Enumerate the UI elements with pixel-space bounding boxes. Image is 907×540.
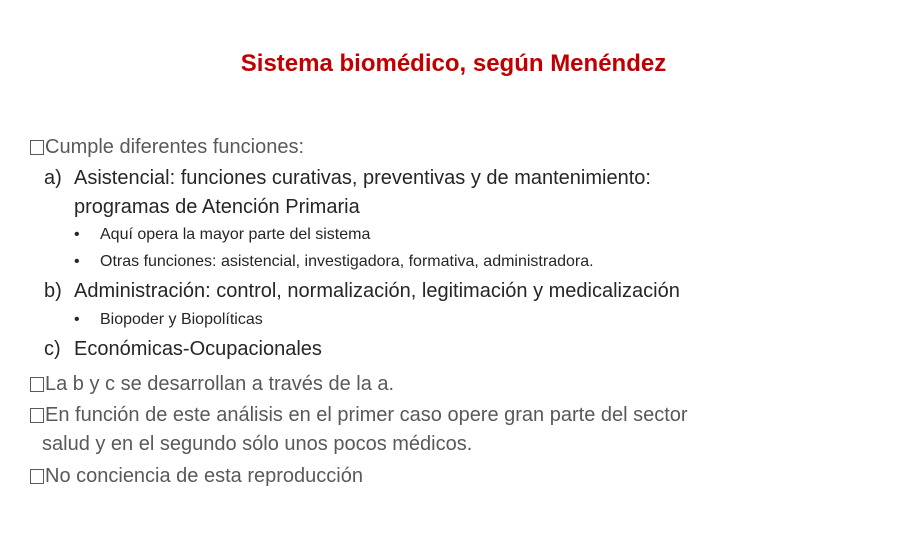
bullet-item: • Otras funciones: asistencial, investigadora, formativa, administradora. xyxy=(74,253,594,270)
paragraph-analysis: En función de este análisis en el primer caso opere gran parte del sector xyxy=(30,404,688,427)
list-item-b: b) Administración: control, normalización, legitimación y medicalización xyxy=(44,280,680,302)
missing-glyph-icon xyxy=(30,469,44,484)
bullet-item: • Aquí opera la mayor parte del sistema xyxy=(74,226,371,243)
bullet-item: • Biopoder y Biopolíticas xyxy=(74,311,263,328)
paragraph-analysis-continuation: salud y en el segundo sólo unos pocos médicos. xyxy=(42,433,473,455)
paragraph-b-c: La b y c se desarrollan a través de la a. xyxy=(30,373,394,396)
list-item-a-continuation: programas de Atención Primaria xyxy=(74,196,360,218)
paragraph-conciencia: No conciencia de esta reproducción xyxy=(30,465,363,488)
list-item-a: a) Asistencial: funciones curativas, preventivas y de mantenimiento: xyxy=(44,167,651,189)
paragraph-intro: Cumple diferentes funciones: xyxy=(30,136,304,159)
missing-glyph-icon xyxy=(30,140,44,155)
slide-title: Sistema biomédico, según Menéndez xyxy=(240,50,667,77)
list-item-c: c) Económicas-Ocupacionales xyxy=(44,338,322,360)
missing-glyph-icon xyxy=(30,377,44,392)
missing-glyph-icon xyxy=(30,408,44,423)
